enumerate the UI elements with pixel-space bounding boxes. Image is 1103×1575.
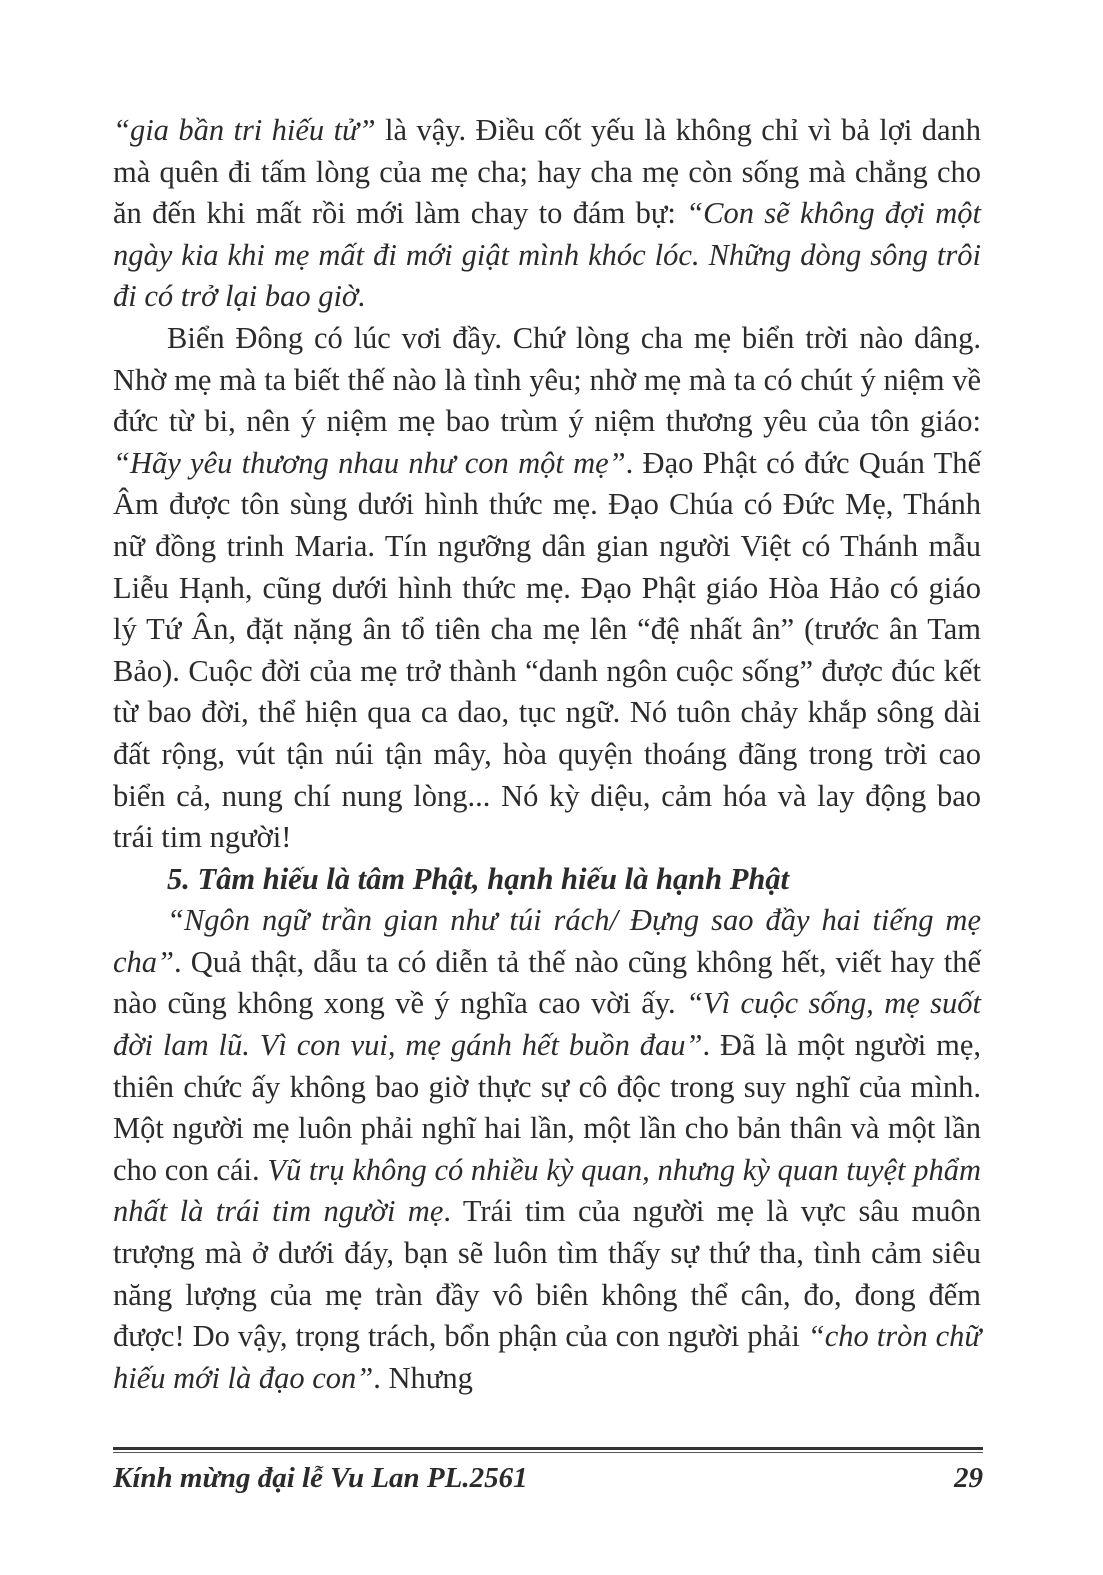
paragraph-1 — [113, 110, 981, 318]
footer-rule-thin — [113, 1452, 983, 1453]
paragraph-3-text-d: . Nhưng — [373, 1360, 473, 1395]
quote-vu-tru: Vũ trụ không có nhiều kỳ quan, nhưng kỳ quan tuyệt phẩm nhất là trái tim người mẹ — [113, 1152, 981, 1229]
quote-vi-cuoc-song: “Vì cuộc sống, mẹ suốt đời lam lũ. Vì con vui, mẹ gánh hết buồn đau” — [113, 986, 982, 1063]
paragraph-3-text-b: . Đã là một người mẹ, thiên chức ấy không bao giờ thực sự cô độc trong suy nghĩ của mình. Một người mẹ luôn phải nghĩ hai lần, một lần cho bản thân và một lần cho con cái. — [113, 1028, 981, 1187]
quote-con-se: “Con sẽ không đợi một ngày kia khi mẹ mất đi mới giật mình khóc lóc. Những dòng sông trôi đi có trở lại bao giờ. — [113, 196, 981, 314]
quote-hay-yeu: “Hãy yêu thương nhau như con một mẹ” — [113, 445, 626, 480]
quote-ngon-ngu: “Ngôn ngữ trần gian như túi rách/ Đựng sao đầy hai tiếng mẹ cha” — [113, 903, 981, 979]
paragraph-3 — [113, 900, 981, 1399]
section-heading: 5. Tâm hiếu là tâm Phật, hạnh hiếu là hạnh Phật — [167, 861, 790, 896]
footer-rule — [113, 1447, 983, 1450]
footer-title: Kính mừng đại lễ Vu Lan PL.2561 — [113, 1462, 528, 1494]
paragraph-3-text-a: . Quả thật, dẫu ta có diễn tả thế nào cũng không hết, viết hay thế nào cũng không xong về ý nghĩa cao vời ấy. — [113, 944, 981, 1021]
paragraph-1-text: là vậy. Điều cốt yếu là không chỉ vì bả lợi danh mà quên đi tấm lòng của mẹ cha; hay cha mẹ còn sống mà chẳng cho ăn đến khi mất rồi mới làm chay to đám bự: — [113, 113, 981, 231]
paragraph-3-text-c: . Trái tim của người mẹ là vực sâu muôn trượng mà ở dưới đáy, bạn sẽ luôn tìm thấy sự thứ tha, tình cảm siêu năng lượng của mẹ tràn đầy vô biên không thể cân, đo, đong đếm được! Do vậy, trọng trách, bổn phận của con người phải — [113, 1194, 981, 1354]
quote-cho-tron: “cho tròn chữ hiếu mới là đạo con” — [113, 1319, 981, 1395]
quote-gia-ban: “gia bần tri hiếu tử” — [113, 113, 376, 147]
paragraph-2-text-a: Biển Đông có lúc vơi đầy. Chứ lòng cha mẹ biển trời nào dâng. Nhờ mẹ mà ta biết thế nào là tình yêu; nhờ mẹ mà ta có chút ý niệm về đức từ bi, nên ý niệm mẹ bao trùm ý niệm thương yêu của tôn giáo: — [113, 320, 981, 439]
page-footer — [113, 1462, 983, 1512]
paragraph-2 — [113, 318, 981, 859]
page-body — [113, 110, 981, 1399]
paragraph-2-text-b: . Đạo Phật có đức Quán Thế Âm được tôn sùng dưới hình thức mẹ. Đạo Chúa có Đức Mẹ, Thánh nữ đồng trinh Maria. Tín ngưỡng dân gian người Việt có Thánh mẫu Liễu Hạnh, cũng dưới hình thức mẹ. Đạo Phật giáo Hòa Hảo có giáo lý Tứ Ân, đặt nặng ân tổ tiên cha mẹ lên “đệ nhất ân” (trước ân Tam Bảo). Cuộc đời của mẹ trở thành “danh ngôn cuộc sống” được đúc kết từ bao đời, thể hiện qua ca dao, tục ngữ. Nó tuôn chảy khắp sông dài đất rộng, vút tận núi tận mây, hòa quyện thoáng đãng trong trời cao biển cả, nung chí nung lòng... Nó kỳ diệu, cảm hóa và lay động bao trái tim người! — [113, 445, 982, 855]
page-number: 29 — [954, 1462, 983, 1494]
